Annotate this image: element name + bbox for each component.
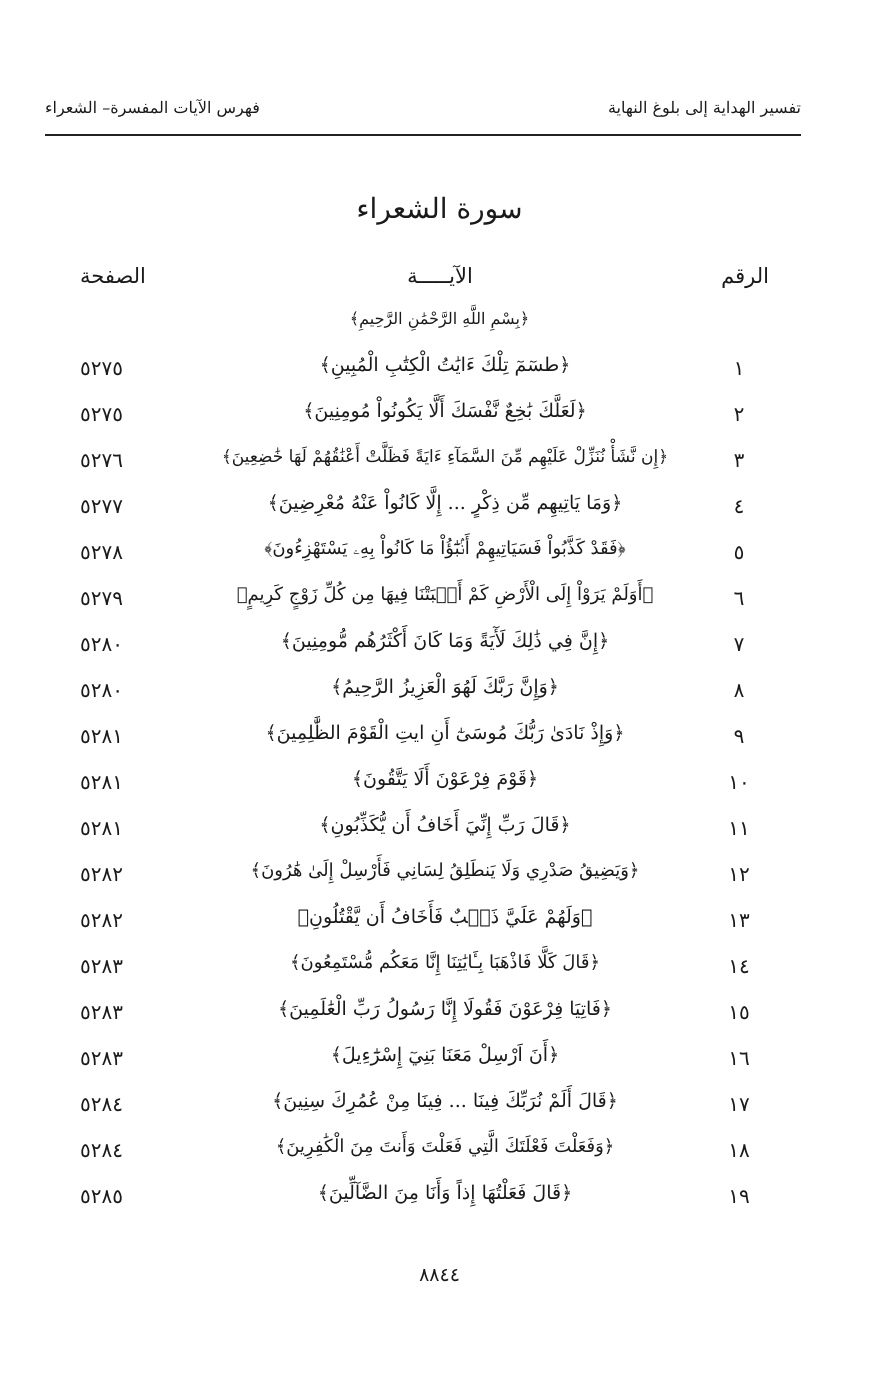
page-ref: ٥٢٧٦	[80, 448, 123, 472]
table-row	[0, 802, 879, 848]
verse-text: ﴿قَالَ فَعَلْتُهَا إِذاً وَأَنَا مِنَ الضَّآلِّينَ﴾	[317, 1182, 573, 1204]
page-ref: ٥٢٨٠	[80, 632, 123, 656]
verse-number: ١١	[728, 816, 750, 840]
verse-text: ﴿وَفَعَلْتَ فَعْلَتَكَ الَّتِي فَعَلْتَ وَأَنتَ مِنَ الْكَٰفِرِينَ﴾	[275, 1136, 615, 1157]
table-row	[0, 1124, 879, 1170]
table-row	[0, 1170, 879, 1216]
verse-text: ﴿وَيَضِيقُ صَدْرِي وَلَا يَنطَلِقُ لِسَانِي فَأَرْسِلْ إِلَىٰ هَٰرُونَ﴾	[250, 860, 640, 881]
page-ref: ٥٢٧٩	[80, 586, 123, 610]
table-row	[0, 756, 879, 802]
table-row	[0, 1032, 879, 1078]
table-row	[0, 1078, 879, 1124]
verse-text: ﴿إِنَّ فِي ذَٰلِكَ لَأٓيَةً وَمَا كَانَ أَكْثَرُهُم مُّومِنِينَ﴾	[280, 630, 610, 652]
verse-number: ١٦	[728, 1046, 750, 1070]
page-ref: ٥٢٨١	[80, 816, 123, 840]
table-row	[0, 342, 879, 388]
table-row	[0, 664, 879, 710]
table-row	[0, 480, 879, 526]
verse-number: ٤	[733, 494, 745, 518]
verse-text: ﴿أَنَ اَرْسِلْ مَعَنَا بَنِيٓ إِسْرَٰٓءِيلَ﴾	[330, 1044, 560, 1066]
page-number: ٨٨٤٤	[419, 1264, 460, 1286]
page-ref: ٥٢٧٥	[80, 356, 123, 380]
verse-number: ١٤	[728, 954, 750, 978]
verse-number: ٧	[733, 632, 745, 656]
table-row	[0, 940, 879, 986]
verse-number: ١٨	[728, 1138, 750, 1162]
verse-text: ﴿قَالَ رَبِّ إِنِّيَ أَخَافُ أَن يُّكَذِّبُونِ﴾	[319, 814, 571, 836]
page-ref: ٥٢٨٤	[80, 1138, 123, 1162]
verse-text: ﴿لَعَلَّكَ بَٰخِعٌ نَّفْسَكَ أَلَّا يَكُونُواْ مُومِنِينَ﴾	[303, 400, 587, 422]
verse-text: ﴿أَوَلَمْ يَرَوْاْ إِلَى الْأَرْضِ كَمْ أَنۢبَتْنَا فِيهَا مِن كُلِّ زَوْجٍ كَرِيمٍ﴾	[236, 584, 654, 605]
table-row	[0, 388, 879, 434]
page-ref: ٥٢٨٣	[80, 954, 123, 978]
page-ref: ٥٢٨١	[80, 724, 123, 748]
table-row	[0, 618, 879, 664]
index-title: فهرس الآيات المفسرة– الشعراء	[45, 98, 260, 117]
basmala: ﴿بِسْمِ اللَّهِ الرَّحْمَٰنِ الرَّحِيمِ﴾	[349, 309, 530, 328]
table-row	[0, 526, 879, 572]
page-ref: ٥٢٧٥	[80, 402, 123, 426]
table-row	[0, 894, 879, 940]
verse-number: ١	[733, 356, 745, 380]
column-header-number: الرقم	[721, 264, 769, 288]
page-ref: ٥٢٧٨	[80, 540, 123, 564]
page-ref: ٥٢٨٤	[80, 1092, 123, 1116]
page-ref: ٥٢٨٣	[80, 1000, 123, 1024]
verse-text: ﴿قَالَ أَلَمْ نُرَبِّكَ فِينَا ... فِينَا مِنْ عُمُرِكَ سِنِينَ﴾	[272, 1090, 618, 1112]
table-row	[0, 572, 879, 618]
verse-number: ١٩	[728, 1184, 750, 1208]
verse-text: ﴿فَاتِيَا فِرْعَوْنَ فَقُولَا إِنَّا رَسُولُ رَبِّ الْعَٰلَمِينَ﴾	[277, 998, 613, 1020]
verse-text: ﴿إِن نَّشَأْ نُنَزِّلْ عَلَيْهِم مِّنَ السَّمَآءِ ءَايَةً فَظَلَّتْ أَعْنَٰقُهُمْ لَهَا خَٰضِعِينَ﴾	[221, 447, 669, 467]
column-header-verse: الآيـــــة	[407, 264, 473, 288]
verse-text: ﴿قَوْمَ فِرْعَوْنَ أَلَا يَتَّقُونَ﴾	[351, 768, 539, 790]
page-ref: ٥٢٨١	[80, 770, 123, 794]
verse-text: ﴿فَقَدْ كَذَّبُواْ فَسَيَاتِيهِمْ أَنۢبَٰٓؤُاْ مَا كَانُواْ بِهِۦ يَسْتَهْزِءُونَ﴾	[264, 538, 626, 559]
page-ref: ٥٢٨٢	[80, 908, 123, 932]
page-ref: ٥٢٧٧	[80, 494, 123, 518]
header-rule	[45, 134, 801, 136]
verse-number: ٩	[733, 724, 745, 748]
verse-text: ﴿طسٓمٓ تِلْكَ ءَايَٰتُ الْكِتَٰبِ الْمُبِينِ﴾	[319, 354, 571, 376]
verse-number: ٥	[733, 540, 745, 564]
verse-number: ٨	[733, 678, 745, 702]
verse-number: ١٧	[728, 1092, 750, 1116]
book-title: تفسير الهداية إلى بلوغ النهاية	[607, 98, 801, 117]
table-row	[0, 434, 879, 480]
table-row	[0, 848, 879, 894]
page-ref: ٥٢٨٠	[80, 678, 123, 702]
table-row	[0, 710, 879, 756]
verse-text: ﴿وَمَا يَاتِيهِم مِّن ذِكْرٍ ... إِلَّا كَانُواْ عَنْهُ مُعْرِضِينَ﴾	[267, 492, 623, 514]
verse-number: ٢	[733, 402, 745, 426]
verse-text: ﴿وَلَهُمْ عَلَيَّ ذَنۢبٌ فَأَخَافُ أَن يَّقْتُلُونِ﴾	[297, 906, 593, 928]
verse-number: ١٢	[728, 862, 750, 886]
verse-text: ﴿وَإِنَّ رَبَّكَ لَهُوَ الْعَزِيزُ الرَّحِيمُ﴾	[331, 676, 559, 698]
page-ref: ٥٢٨٢	[80, 862, 123, 886]
verse-text: ﴿وَإِذْ نَادَىٰ رَبُّكَ مُوسَىٰٓ أَنِ ايتِ الْقَوْمَ الظَّٰلِمِينَ﴾	[265, 722, 625, 744]
page-ref: ٥٢٨٣	[80, 1046, 123, 1070]
verse-number: ٦	[733, 586, 745, 610]
verse-number: ١٠	[728, 770, 750, 794]
verse-number: ١٣	[728, 908, 750, 932]
surah-title: سورة الشعراء	[356, 192, 523, 225]
verse-number: ٣	[733, 448, 745, 472]
table-row	[0, 986, 879, 1032]
running-header	[45, 88, 801, 122]
verse-number: ١٥	[728, 1000, 750, 1024]
verse-text: ﴿قَالَ كَلَّا فَاذْهَبَا بِـَٔايَٰتِنَا إِنَّا مَعَكُم مُّسْتَمِعُونَ﴾	[289, 952, 601, 973]
column-header-page: الصفحة	[80, 264, 146, 288]
page-ref: ٥٢٨٥	[80, 1184, 123, 1208]
